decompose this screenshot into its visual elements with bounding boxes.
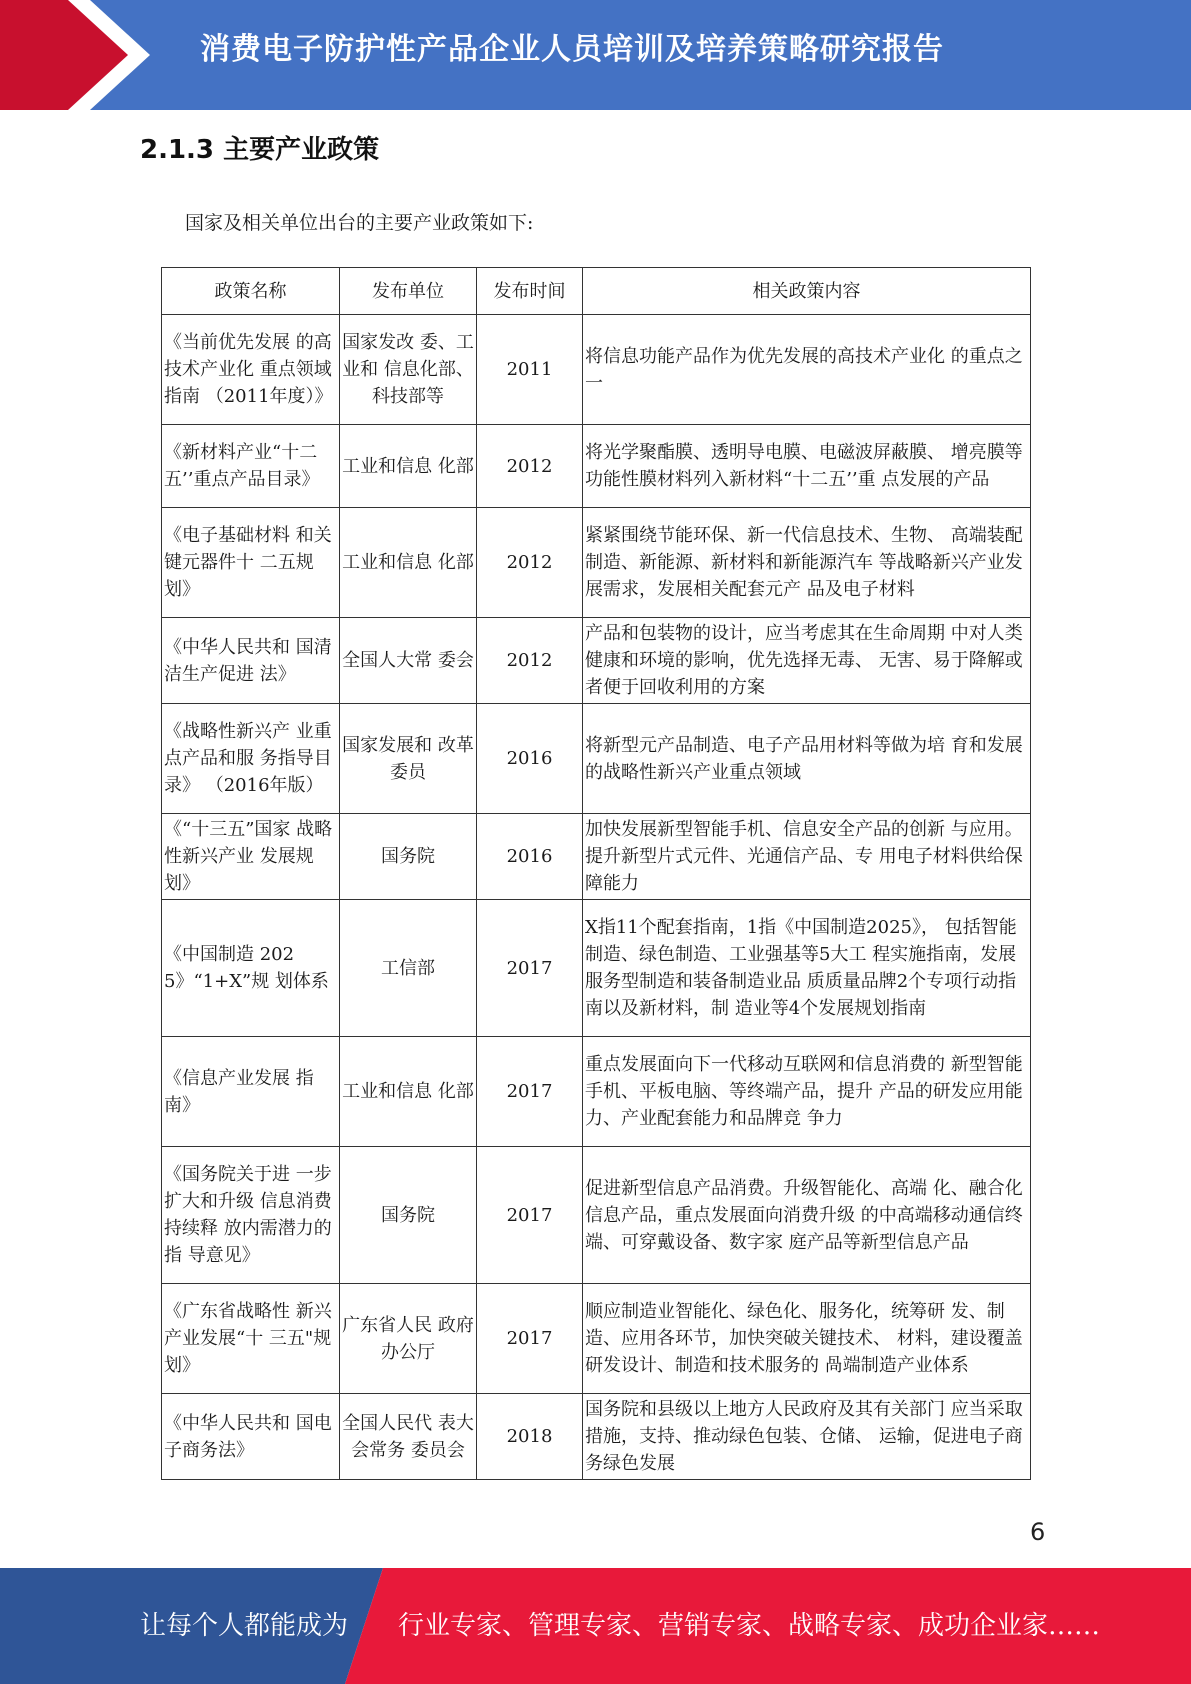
table-row (162, 508, 1031, 618)
table-row (162, 315, 1031, 425)
column-header-name: 政策名称 (162, 268, 340, 315)
policy-name: 《“十三五”国家 战略性新兴产业 发展规划》 (162, 814, 340, 900)
policy-org: 工业和信息 化部 (340, 1037, 477, 1147)
policy-org: 广东省人民 政府办公厅 (340, 1284, 477, 1394)
policy-name: 《广东省战略性 新兴产业发展“十 三五"规划》 (162, 1284, 340, 1394)
policy-org: 全国人民代 表大会常务 委员会 (340, 1394, 477, 1480)
footer-slogan-left: 让每个人都能成为 (140, 1611, 349, 1641)
policy-content: 将光学聚酯膜、透明导电膜、电磁波屏蔽膜、 增亮膜等功能性膜材料列入新材料“十二五’’重 点发展的产品 (583, 425, 1031, 508)
page-number: 6 (1030, 1518, 1046, 1546)
policy-org: 国家发改 委、工业和 信息化部、 科技部等 (340, 315, 477, 425)
policy-content: 重点发展面向下一代移动互联网和信息消费的 新型智能手机、平板电脑、等终端产品，提升 产品的研发应用能力、产业配套能力和品牌竞 争力 (583, 1037, 1031, 1147)
policy-table (161, 267, 1031, 1480)
policy-year: 2017 (477, 1147, 583, 1284)
column-header-content: 相关政策内容 (583, 268, 1031, 315)
table-row (162, 1147, 1031, 1284)
policy-name: 《新材料产业“十二五’’重点产品目录》 (162, 425, 340, 508)
column-header-org: 发布单位 (340, 268, 477, 315)
table-header-row (162, 268, 1031, 315)
table-row (162, 1284, 1031, 1394)
policy-content: 将信息功能产品作为优先发展的高技术产业化 的重点之一 (583, 315, 1031, 425)
table-row (162, 618, 1031, 704)
table-row (162, 1394, 1031, 1480)
policy-year: 2017 (477, 1284, 583, 1394)
policy-year: 2018 (477, 1394, 583, 1480)
intro-text: 国家及相关单位出台的主要产业政策如下: (185, 212, 534, 234)
policy-name: 《战略性新兴产 业重点产品和服 务指导目录》 （2016年版） (162, 704, 340, 814)
policy-year: 2012 (477, 618, 583, 704)
page-header (0, 0, 1191, 110)
policy-content: X指11个配套指南，1指《中国制造2025》， 包括智能制造、绿色制造、工业强基等5大工 程实施指南，发展服务型制造和装备制造业品 质质量品牌2个专项行动指南以及新材料，制 造业等4个发展规划指南 (583, 900, 1031, 1037)
policy-year: 2012 (477, 508, 583, 618)
policy-name: 《信息产业发展 指南》 (162, 1037, 340, 1147)
page-footer (0, 1568, 1191, 1684)
column-header-year: 发布时间 (477, 268, 583, 315)
policy-content: 顺应制造业智能化、绿色化、服务化，统筹研 发、制造、应用各环节，加快突破关键技术、 材料，建设覆盖研发设计、制造和技术服务的 咼端制造产业体系 (583, 1284, 1031, 1394)
table-row (162, 900, 1031, 1037)
policy-name: 《国务院关于进 一步扩大和升级 信息消费持续释 放内需潜力的指 导意见》 (162, 1147, 340, 1284)
policy-content: 加快发展新型智能手机、信息安全产品的创新 与应用。提升新型片式元件、光通信产品、专 用电子材料供给保障能力 (583, 814, 1031, 900)
policy-org: 工信部 (340, 900, 477, 1037)
policy-name: 《中国制造 2025》“1+X”规 划体系 (162, 900, 340, 1037)
policy-org: 全国人大常 委会 (340, 618, 477, 704)
policy-content: 产品和包装物的设计，应当考虑其在生命周期 中对人类健康和环境的影响，优先选择无毒、 无害、易于降解或者便于回收利用的方案 (583, 618, 1031, 704)
header-arrow-icon (0, 0, 150, 110)
policy-content: 将新型元产品制造、电子产品用材料等做为培 育和发展的战略性新兴产业重点领域 (583, 704, 1031, 814)
table-row (162, 425, 1031, 508)
policy-year: 2016 (477, 814, 583, 900)
policy-name: 《当前优先发展 的高技术产业化 重点领域指南 （2011年度）》 (162, 315, 340, 425)
policy-org: 国务院 (340, 1147, 477, 1284)
table-row (162, 814, 1031, 900)
policy-content: 国务院和县级以上地方人民政府及其有关部门 应当采取措施，支持、推动绿色包装、仓储、 运输，促进电子商务绿色发展 (583, 1394, 1031, 1480)
policy-year: 2017 (477, 1037, 583, 1147)
table-row (162, 704, 1031, 814)
policy-name: 《中华人民共和 国清洁生产促进 法》 (162, 618, 340, 704)
policy-org: 工业和信息 化部 (340, 425, 477, 508)
policy-year: 2017 (477, 900, 583, 1037)
policy-org: 工业和信息 化部 (340, 508, 477, 618)
policy-content: 紧紧围绕节能环保、新一代信息技术、生物、 高端装配制造、新能源、新材料和新能源汽车 等战略新兴产业发展需求，发展相关配套元产 品及电子材料 (583, 508, 1031, 618)
policy-year: 2012 (477, 425, 583, 508)
policy-year: 2016 (477, 704, 583, 814)
policy-org: 国家发展和 改革委员 (340, 704, 477, 814)
table-row (162, 1037, 1031, 1147)
policy-name: 《电子基础材料 和关键元器件十 二五规划》 (162, 508, 340, 618)
header-title: 消费电子防护性产品企业人员培训及培养策略研究报告 (200, 32, 944, 67)
section-heading: 2.1.3 主要产业政策 (140, 135, 380, 165)
footer-slogan-right: 行业专家、管理专家、营销专家、战略专家、成功企业家…… (398, 1611, 1101, 1641)
policy-content: 促进新型信息产品消费。升级智能化、高端 化、融合化信息产品，重点发展面向消费升级 的中高端移动通信终端、可穿戴设备、数字家 庭产品等新型信息产品 (583, 1147, 1031, 1284)
policy-name: 《中华人民共和 国电子商务法》 (162, 1394, 340, 1480)
policy-org: 国务院 (340, 814, 477, 900)
policy-year: 2011 (477, 315, 583, 425)
